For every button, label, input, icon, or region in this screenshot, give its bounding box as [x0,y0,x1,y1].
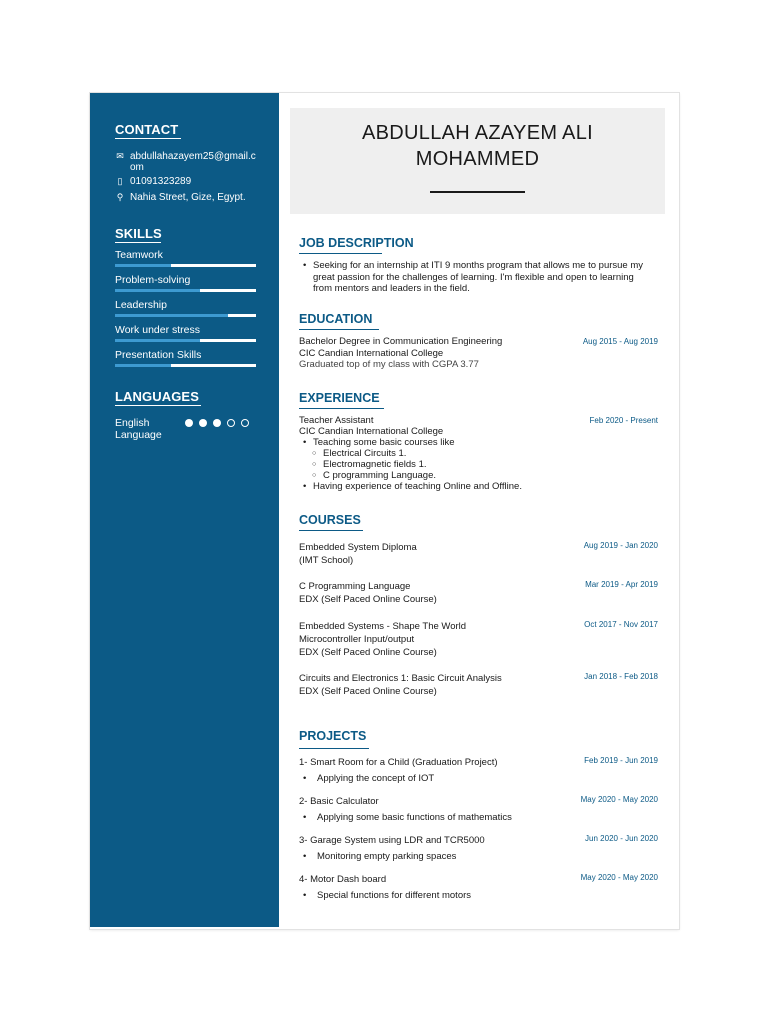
languages-underline [115,405,201,406]
experience-bullet: • Teaching some basic courses like [299,437,589,448]
mail-icon: ✉ [116,151,124,161]
contact-underline [115,138,181,139]
project-title: 4- Motor Dash board [299,874,387,885]
level-dot [227,419,235,427]
project-date: May 2020 - May 2020 [580,795,658,804]
email-text: abdullahazayem25@gmail.com [130,151,256,173]
experience-sub-bullet: ○ C programming Language. [299,470,589,481]
course-entry [299,580,569,606]
skill-bar-fill [115,264,171,267]
name-underline [430,191,525,193]
course-entry [299,672,579,698]
skill-bar-fill [115,314,228,317]
course-entry [299,541,569,567]
level-dot [185,419,193,427]
job-text: • Seeking for an internship at ITI 9 months program that allows me to pursue my great passion for the challenges of learning. I'm flexible and open to learning from mentors and leaders in the field. [299,260,654,295]
resume-page [90,93,679,929]
project-date: Feb 2019 - Jun 2019 [584,756,658,765]
projects-heading: PROJECTS [299,729,367,743]
skill-bar-fill [115,339,200,342]
sidebar [90,93,279,927]
project-detail: • Applying some basic functions of mathematics [299,810,579,826]
level-dot [213,419,221,427]
job-underline [299,253,382,254]
skill-bar [115,264,256,267]
candidate-name: ABDULLAH AZAYEM ALI MOHAMMED [362,122,593,170]
skills-underline [115,242,161,243]
skills-heading: SKILLS [115,226,162,241]
courses-heading: COURSES [299,513,361,527]
project-date: Jun 2020 - Jun 2020 [585,834,658,843]
course-line: EDX (Self Paced Online Course) [299,686,437,697]
experience-role: Teacher Assistant [299,415,374,426]
languages-heading: LANGUAGES [115,389,199,404]
experience-entry [299,415,589,492]
experience-underline [299,408,384,409]
course-date: Jan 2018 - Feb 2018 [584,672,658,681]
projects-underline [299,748,369,749]
project-entry [299,755,579,787]
project-entry [299,872,579,904]
skill-bar-fill [115,289,200,292]
course-date: Aug 2019 - Jan 2020 [583,541,658,550]
skill-label: Leadership [115,299,167,311]
skill-item [115,299,256,312]
project-detail: • Applying the concept of IOT [299,771,579,787]
skill-bar [115,339,256,342]
job-description [299,260,654,295]
phone-text: 01091323289 [130,176,192,187]
project-detail: • Monitoring empty parking spaces [299,849,579,865]
course-entry [299,620,569,659]
level-dot [241,419,249,427]
course-line: (IMT School) [299,555,354,566]
course-line: Microcontroller Input/output [299,634,415,645]
skill-item [115,324,256,337]
project-title: 3- Garage System using LDR and TCR5000 [299,835,485,846]
skill-label: Work under stress [115,324,200,336]
course-line: C Programming Language [299,581,411,592]
education-date: Aug 2015 - Aug 2019 [582,337,658,346]
skill-bar [115,314,256,317]
experience-org: CIC Candian International College [299,426,444,437]
skill-label: Presentation Skills [115,349,202,361]
language-label: English Language [115,417,162,441]
education-entry [299,336,569,371]
skill-bar [115,364,256,367]
skill-label: Teamwork [115,249,163,261]
project-date: May 2020 - May 2020 [580,873,658,882]
skill-label: Problem-solving [115,274,191,286]
skill-item [115,249,256,262]
education-underline [299,329,379,330]
skill-item [115,349,256,362]
education-degree: Bachelor Degree in Communication Engineering [299,336,503,347]
skill-bar-fill [115,364,171,367]
course-line: Circuits and Electronics 1: Basic Circuit Analysis [299,673,502,684]
project-title: 1- Smart Room for a Child (Graduation Project) [299,757,498,768]
education-note: Graduated top of my class with CGPA 3.77 [299,359,479,370]
course-date: Oct 2017 - Nov 2017 [584,620,658,629]
course-date: Mar 2019 - Apr 2019 [585,580,658,589]
name-header [290,108,665,214]
phone-icon: ▯ [117,176,123,186]
course-line: Embedded Systems - Shape The World [299,621,467,632]
location-pin-icon: ⚲ [116,192,124,202]
project-entry [299,833,579,865]
project-title: 2- Basic Calculator [299,796,379,807]
skill-bar [115,289,256,292]
experience-bullet: • Having experience of teaching Online and Offline. [299,481,589,492]
project-detail: • Special functions for different motors [299,888,579,904]
courses-underline [299,530,363,531]
experience-heading: EXPERIENCE [299,391,380,405]
level-dot [199,419,207,427]
course-line: EDX (Self Paced Online Course) [299,594,437,605]
experience-sub-bullet: ○ Electromagnetic fields 1. [299,459,589,470]
address-text: Nahia Street, Gize, Egypt. [130,192,246,203]
education-school: CIC Candian International College [299,347,444,359]
education-heading: EDUCATION [299,312,373,326]
contact-heading: CONTACT [115,122,179,137]
course-line: EDX (Self Paced Online Course) [299,647,437,658]
experience-date: Feb 2020 - Present [589,416,658,425]
job-heading: JOB DESCRIPTION [299,236,414,250]
project-entry [299,794,579,826]
course-line: Embedded System Diploma [299,542,417,553]
experience-sub-bullet: ○ Electrical Circuits 1. [299,448,589,459]
skill-item [115,274,256,287]
